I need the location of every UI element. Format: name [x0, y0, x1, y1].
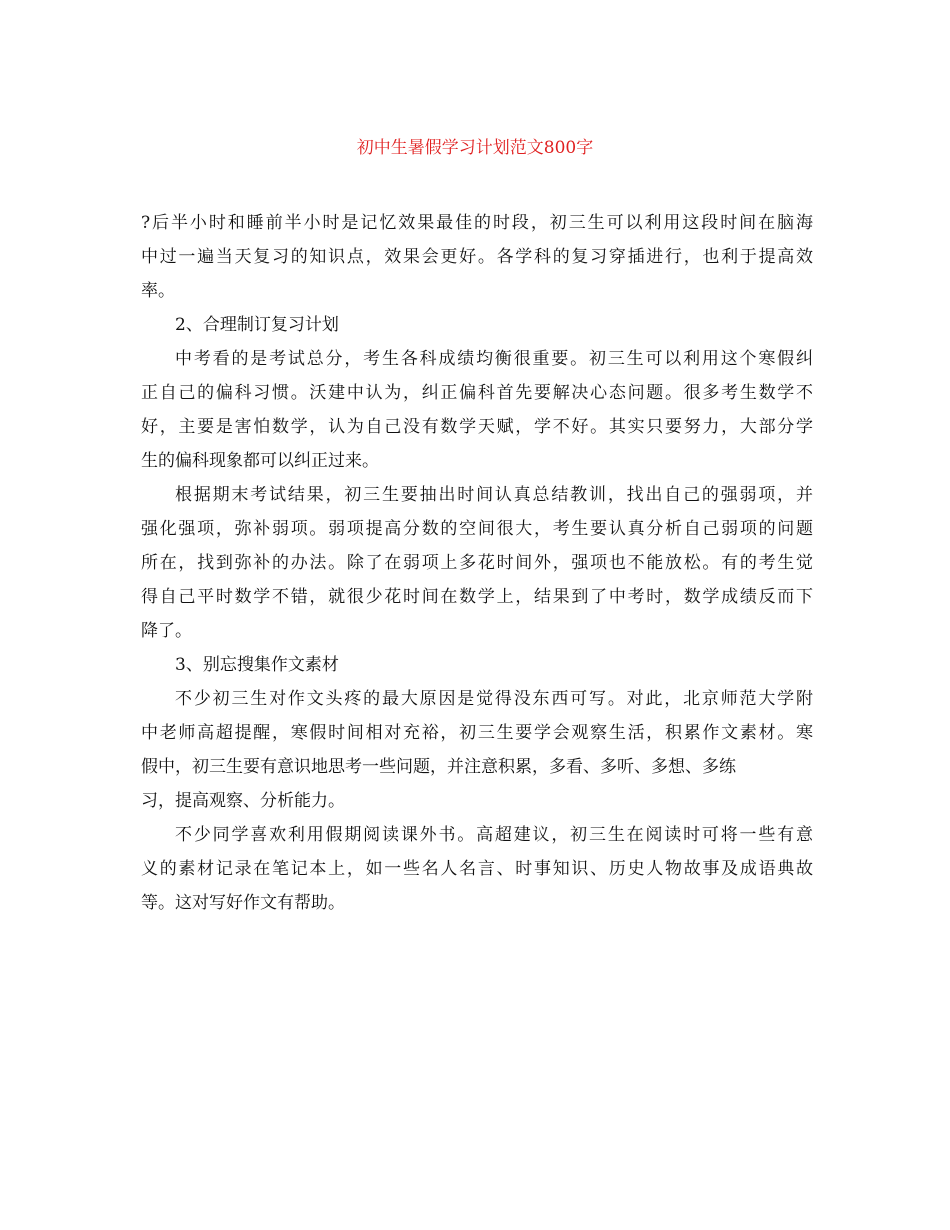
document-body	[141, 206, 813, 920]
body-line: 中过一遍当天复习的知识点，效果会更好。各学科的复习穿插进行，也利于提高效	[141, 247, 813, 267]
document-title: 初中生暑假学习计划范文800字	[356, 138, 594, 158]
body-line: 3、别忘搜集作文素材	[175, 655, 339, 675]
body-line: 降了。	[141, 621, 192, 641]
body-line: 强化强项，弥补弱项。弱项提高分数的空间很大，考生要认真分析自己弱项的问题	[141, 519, 813, 539]
body-line: 生的偏科现象都可以纠正过来。	[141, 451, 379, 471]
body-line: 不少同学喜欢利用假期阅读课外书。高超建议，初三生在阅读时可将一些有意	[175, 825, 813, 845]
body-line: 根据期末考试结果，初三生要抽出时间认真总结教训，找出自己的强弱项，并	[175, 485, 813, 505]
body-line: 不少初三生对作文头疼的最大原因是觉得没东西可写。对此，北京师范大学附	[175, 689, 813, 709]
body-line: ?后半小时和睡前半小时是记忆效果最佳的时段，初三生可以利用这段时间在脑海	[141, 213, 813, 233]
body-line: 好，主要是害怕数学，认为自己没有数学天赋，学不好。其实只要努力，大部分学	[141, 417, 813, 437]
body-line: 义的素材记录在笔记本上，如一些名人名言、时事知识、历史人物故事及成语典故	[141, 859, 813, 879]
body-line: 正自己的偏科习惯。沃建中认为，纠正偏科首先要解决心态问题。很多考生数学不	[141, 383, 813, 403]
body-line: 等。这对写好作文有帮助。	[141, 893, 345, 913]
body-line: 率。	[141, 281, 175, 301]
body-line: 得自己平时数学不错，就很少花时间在数学上，结果到了中考时，数学成绩反而下	[141, 587, 813, 607]
body-line: 中考看的是考试总分，考生各科成绩均衡很重要。初三生可以利用这个寒假纠	[175, 349, 813, 369]
body-line: 中老师高超提醒，寒假时间相对充裕，初三生要学会观察生活，积累作文素材。寒	[141, 723, 813, 743]
body-line: 所在，找到弥补的办法。除了在弱项上多花时间外，强项也不能放松。有的考生觉	[141, 553, 813, 573]
body-line: 习，提高观察、分析能力。	[141, 791, 345, 811]
body-line: 2、合理制订复习计划	[175, 315, 339, 335]
body-line: 假中，初三生要有意识地思考一些问题，并注意积累，多看、多听、多想、多练	[141, 757, 736, 777]
